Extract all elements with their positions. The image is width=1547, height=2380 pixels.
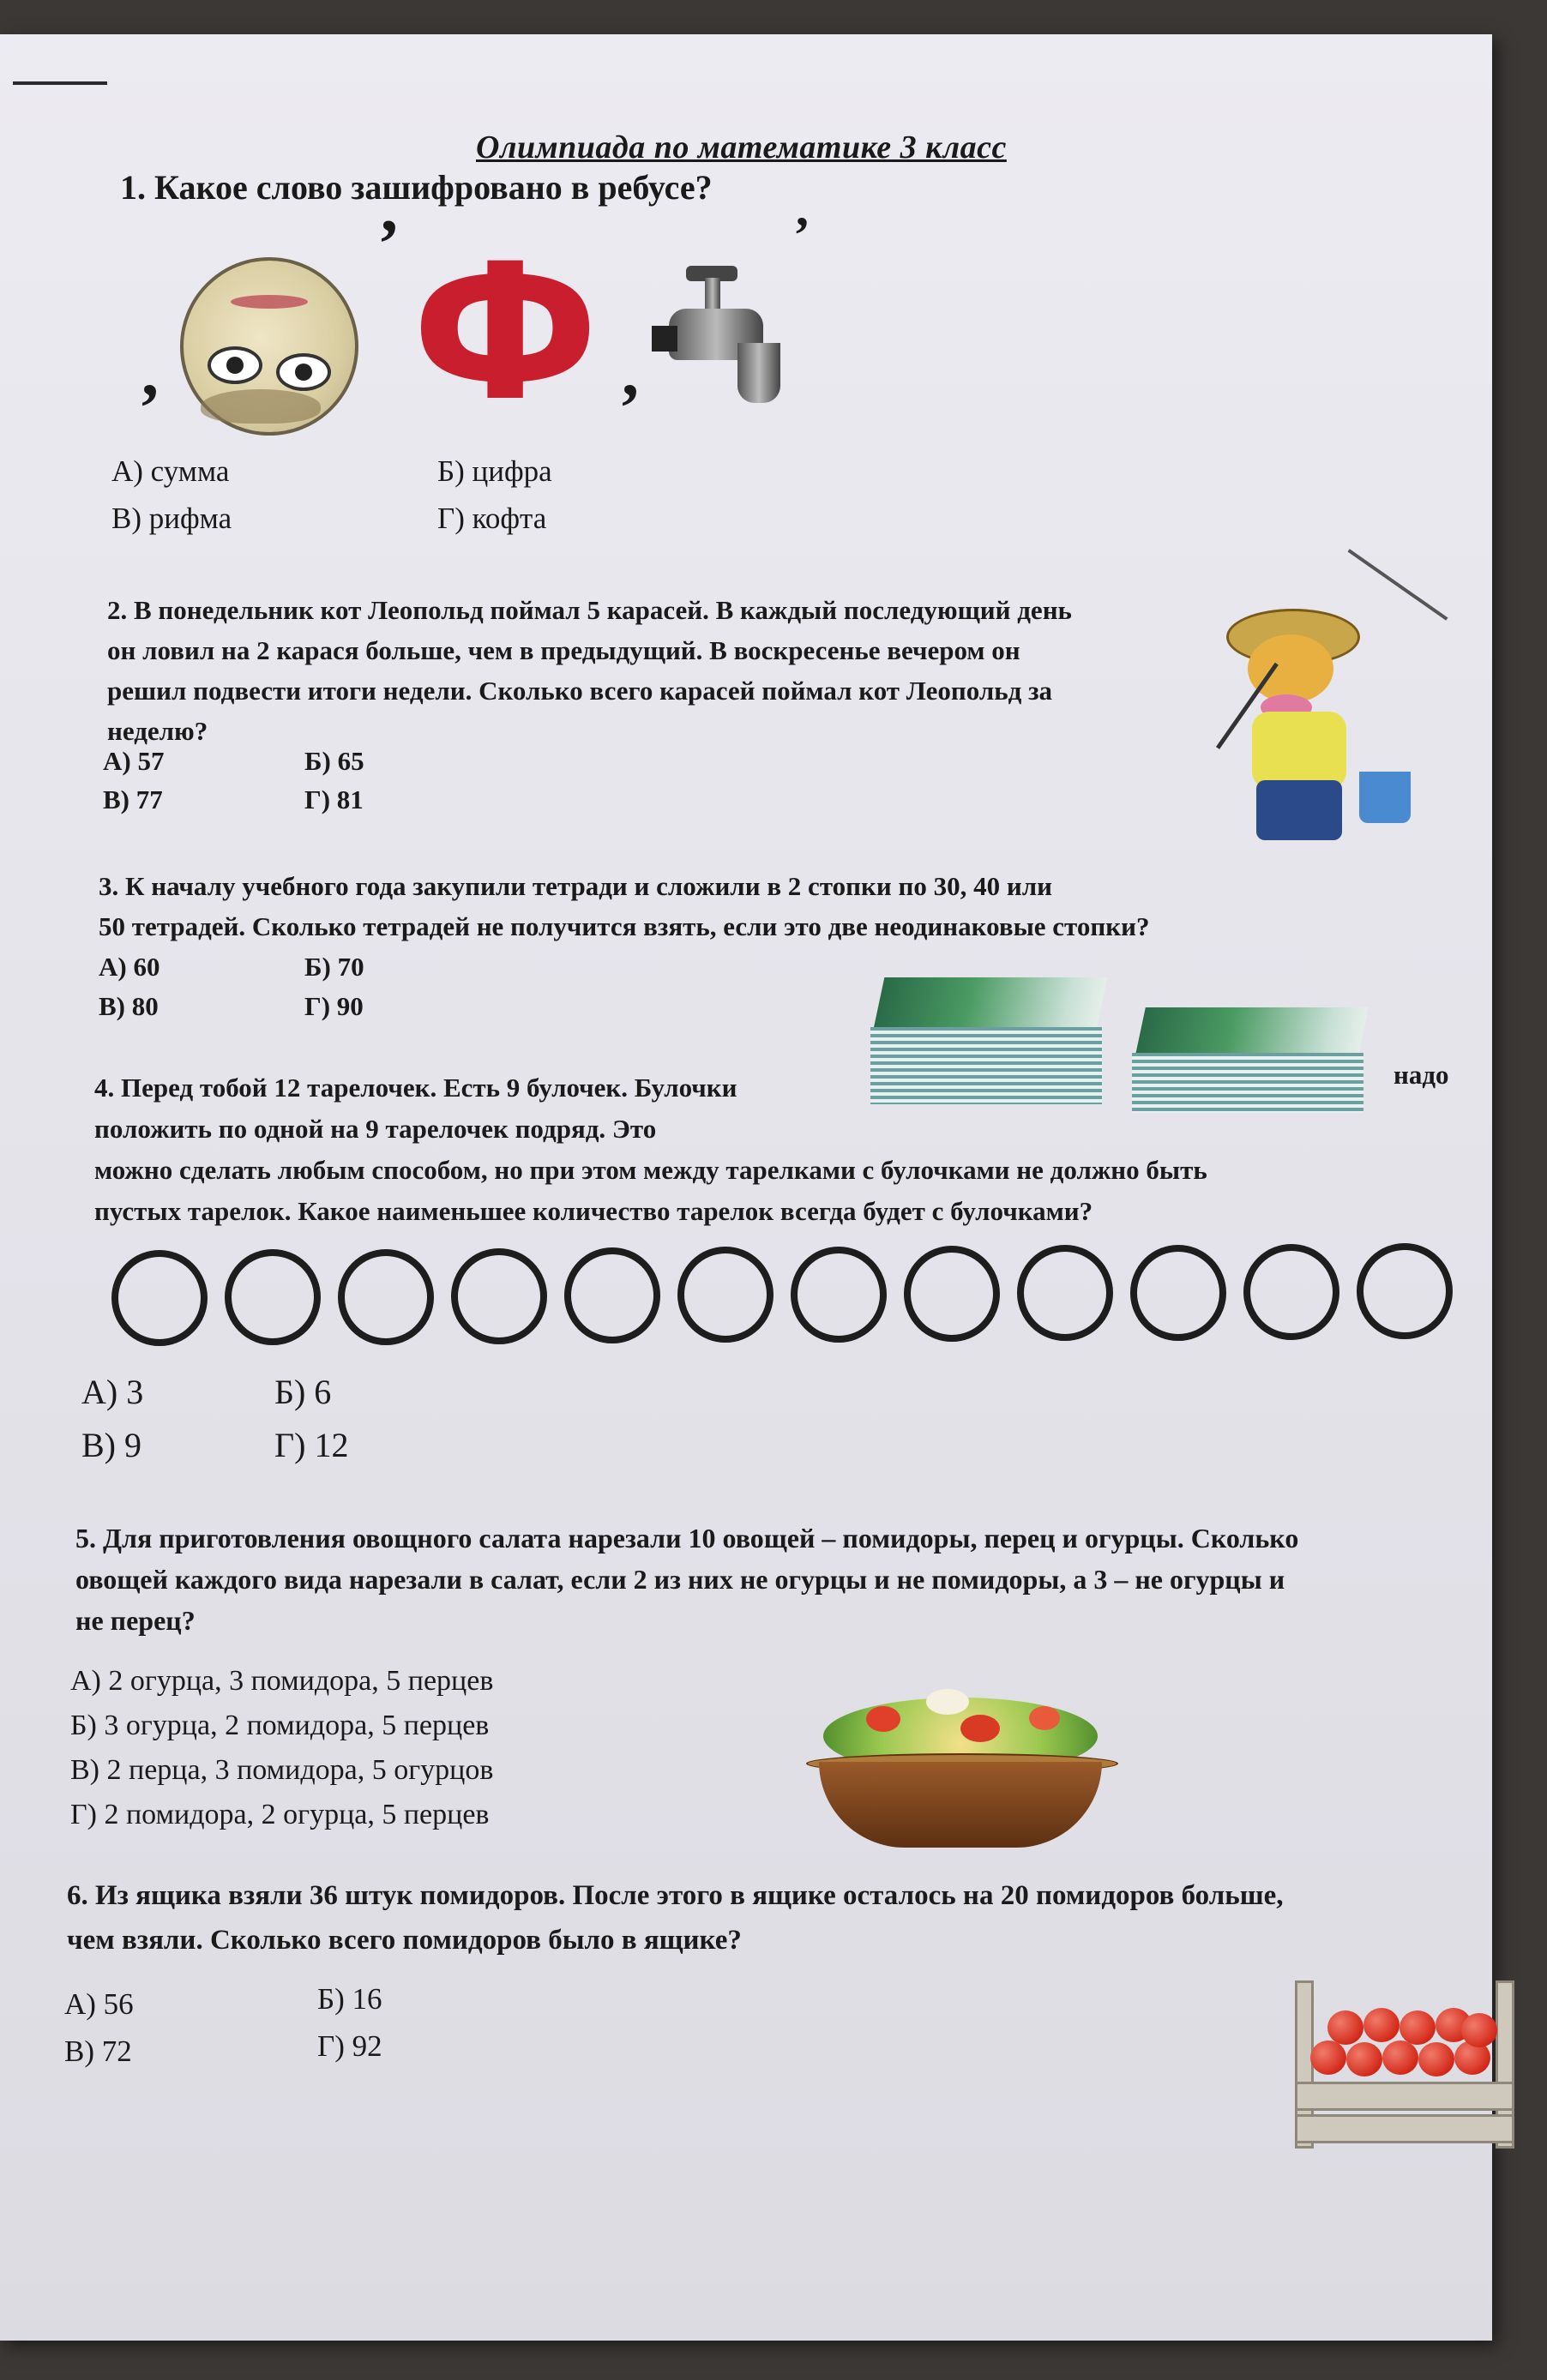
q2-option-d[interactable]: Г) 81	[304, 784, 364, 814]
q5-line: не перец?	[75, 1605, 196, 1636]
q6-option-d[interactable]: Г) 92	[317, 2029, 382, 2063]
plate-circle	[791, 1247, 887, 1343]
plates-row	[111, 1243, 1466, 1346]
plate-circle	[677, 1247, 774, 1343]
q3-line: 3. К началу учебного года закупили тетради и сложили в 2 стопки по 30, 40 или	[99, 871, 1052, 901]
page-title: Олимпиада по математике 3 класс	[476, 129, 1007, 165]
q2-line: решил подвести итоги недели. Сколько всего карасей поймал кот Леопольд за	[107, 676, 1053, 706]
q4-line-1: 4. Перед тобой 12 тарелочек. Есть 9 булочек. Булочки	[94, 1073, 737, 1103]
q1-option-c[interactable]: В) рифма	[111, 502, 232, 535]
plate-circle	[904, 1246, 1000, 1342]
q5-options	[70, 1659, 493, 1837]
rebus-comma-3: ,	[622, 335, 639, 411]
leopold-cat-image	[1209, 574, 1458, 866]
q4-line-1-end: надо	[1394, 1060, 1449, 1090]
q6-text	[67, 1873, 1508, 1962]
q3-text	[99, 866, 1385, 947]
rebus-comma: ,	[141, 335, 159, 411]
q4-line-4: пустых тарелок. Какое наименьшее количество тарелок всегда будет с булочками?	[94, 1196, 1093, 1226]
rebus-tap-image	[652, 266, 789, 420]
q4-line-3: можно сделать любым способом, но при этом между тарелками с булочками не должно быть	[94, 1155, 1207, 1185]
plate-circle	[225, 1249, 321, 1345]
plate-circle	[1243, 1244, 1339, 1340]
q3-option-a[interactable]: А) 60	[99, 952, 160, 982]
q5-line: 5. Для приготовления овощного салата нарезали 10 овощей – помидоры, перец и огурцы. Сколько	[75, 1523, 1299, 1554]
q1-rebus	[137, 207, 840, 446]
rebus-comma-2: ’	[377, 207, 400, 282]
rebus-letter: Ф	[412, 223, 599, 442]
q5-option-a[interactable]: А) 2 огурца, 3 помидора, 5 перцев	[70, 1665, 494, 1697]
plate-circle	[564, 1247, 660, 1343]
q3-line: 50 тетрадей. Сколько тетрадей не получится взять, если это две неодинаковые стопки?	[99, 911, 1150, 941]
q4-option-c[interactable]: В) 9	[81, 1426, 141, 1464]
plate-circle	[1017, 1245, 1113, 1341]
q6-option-c[interactable]: В) 72	[64, 2034, 132, 2068]
q5-option-c[interactable]: В) 2 перца, 3 помидора, 5 огурцов	[70, 1754, 494, 1786]
q2-text	[107, 590, 1222, 751]
q5-option-d[interactable]: Г) 2 помидора, 2 огурца, 5 перцев	[70, 1799, 490, 1830]
q1-option-a[interactable]: А) сумма	[111, 454, 230, 488]
q6-line: чем взяли. Сколько всего помидоров было в ящике?	[67, 1925, 742, 1956]
q5-option-b[interactable]: Б) 3 огурца, 2 помидора, 5 перцев	[70, 1710, 490, 1741]
q1-option-d[interactable]: Г) кофта	[437, 502, 547, 535]
q6-option-b[interactable]: Б) 16	[317, 1982, 382, 2016]
q4-option-d[interactable]: Г) 12	[274, 1426, 349, 1464]
q2-line: 2. В понедельник кот Леопольд поймал 5 карасей. В каждый последующий день	[107, 595, 1072, 625]
q2-line: он ловил на 2 карася больше, чем в предыдущий. В воскресенье вечером он	[107, 635, 1020, 665]
plate-circle	[451, 1248, 547, 1344]
salad-bowl-image	[806, 1680, 1115, 1852]
q2-option-c[interactable]: В) 77	[103, 784, 163, 814]
notebook-stack-image	[862, 977, 1111, 1115]
q2-line: неделю?	[107, 716, 208, 746]
q3-option-c[interactable]: В) 80	[99, 991, 159, 1021]
top-rule	[13, 81, 107, 85]
q3-option-b[interactable]: Б) 70	[304, 952, 364, 982]
q4-option-b[interactable]: Б) 6	[274, 1373, 332, 1411]
q3-option-d[interactable]: Г) 90	[304, 991, 364, 1021]
q1-option-b[interactable]: Б) цифра	[437, 454, 552, 488]
q5-line: овощей каждого вида нарезали в салат, если 2 из них не огурцы и не помидоры, а 3 – не огурцы и	[75, 1564, 1285, 1595]
q4-option-a[interactable]: А) 3	[81, 1373, 144, 1411]
plate-circle	[1130, 1245, 1226, 1341]
q1-text: 1. Какое слово зашифровано в ребусе?	[120, 168, 713, 207]
notebook-stack-image-2	[1123, 1007, 1372, 1119]
q2-option-a[interactable]: А) 57	[103, 746, 165, 776]
rebus-face-image	[180, 257, 358, 436]
q6-option-a[interactable]: А) 56	[64, 1987, 134, 2021]
plate-circle	[1357, 1243, 1453, 1339]
plate-circle	[111, 1250, 208, 1346]
q2-option-b[interactable]: Б) 65	[304, 746, 364, 776]
rebus-comma-4: ’	[793, 207, 810, 263]
plate-circle	[338, 1249, 434, 1345]
q6-line: 6. Из ящика взяли 36 штук помидоров. После этого в ящике осталось на 20 помидоров больше,	[67, 1880, 1284, 1911]
q5-text	[75, 1518, 1499, 1641]
tomato-crate-image	[1295, 1980, 1509, 2143]
q4-line-2: положить по одной на 9 тарелочек подряд. Это	[94, 1114, 657, 1144]
